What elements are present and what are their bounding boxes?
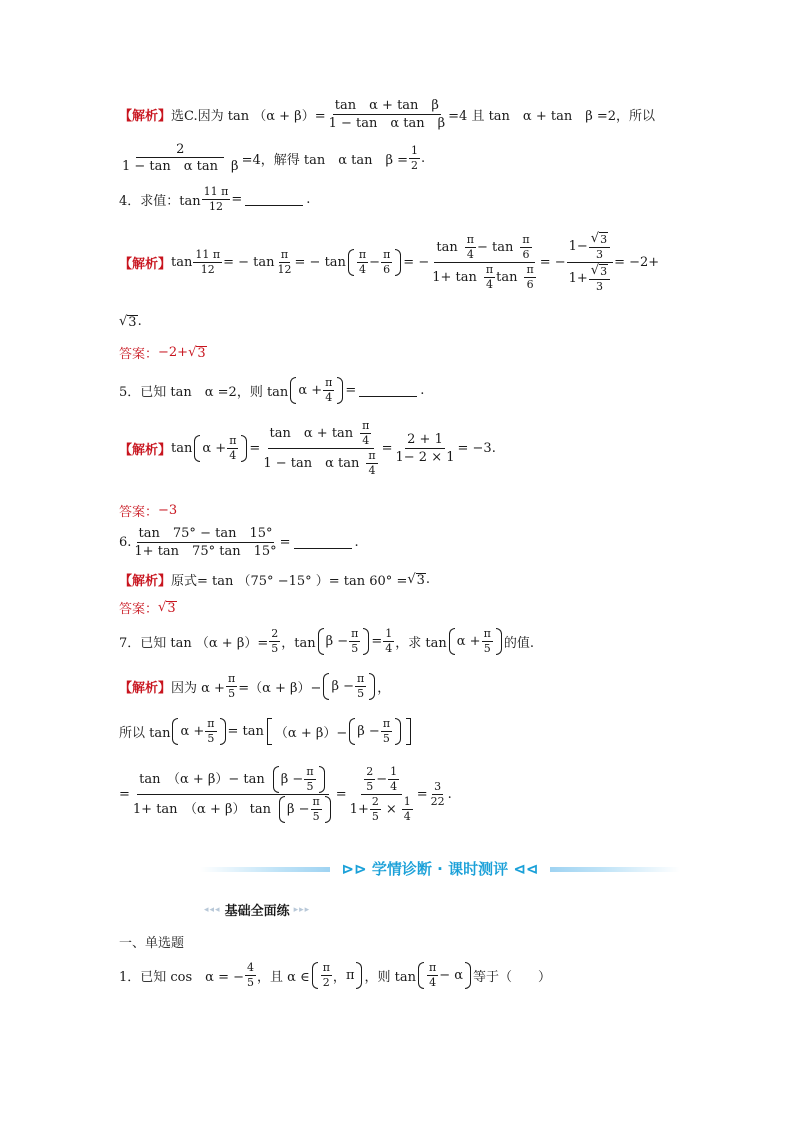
question-1: 1．已知 cos α = − $\frac{4}{5}$ ，且 α ∈ π 2 ， π ，则 tan π 4 − α 等于（ ） <box>119 961 552 989</box>
question-5: 5．已知 tan α =2，则 tan α + $\frac{\pi}{4}$ = . <box>119 376 425 404</box>
double-right-arrow-icon: ⊳⊳ <box>341 860 367 878</box>
banner-title: ⊳⊳ 学情诊断 · 课时测评 ⊲⊲ <box>341 860 539 878</box>
analysis-tag: 【解析】 <box>119 109 172 124</box>
block1-line2: $\frac{2}{\text{1 − tan α tan β}}$ =4，解得 tan α tan β = $\frac{1}{2}$ . <box>122 142 426 174</box>
q5-answer: 答案： −3 <box>119 503 178 520</box>
section-banner <box>200 858 680 880</box>
question-4: 4．求值：tan $\frac{11 \pi}{12}$ = . <box>119 185 311 213</box>
left-dots-icon: ◂◂◂ <box>204 904 221 915</box>
q7-analysis-line3: = tan （α + β）− tan β − $\frac{\pi}{5}$ 1+ tan （α + β） tan β − $\frac{\pi}{5}$ = 2 5 − $\frac{1}{4}$ 1+ $\frac{2}{5}$ × $\frac{1}{4}$ = $\frac{3}{22}$ . <box>119 765 452 823</box>
answer-tag: 答案： <box>119 347 159 362</box>
fraction: $\frac{1}{2}$ <box>411 143 419 172</box>
fraction: $\frac{2}{\text{1 − tan α tan β}}$ <box>122 142 239 174</box>
parentheses: π 4 − $\frac{\pi}{6}$ <box>346 249 403 276</box>
right-dots-icon: ▸▸▸ <box>293 904 311 915</box>
analysis-tag: 【解析】 <box>119 257 172 272</box>
q6-answer: 答案： √ 3 <box>119 599 176 617</box>
q5-analysis: 【解析】 tan α + $\frac{\pi}{4}$ = tan α + tan π 4 1 − tan α tan π 4 = $\frac{2 + 1}{1- 2 \times 1}$ = −3. <box>119 419 496 477</box>
text: 选C.因为 tan （α + β）= <box>171 109 326 124</box>
fraction: $\frac{\text{tan α + tan β}}{\text{1 − tan α tan β}}$ <box>328 98 446 131</box>
q4-analysis-wrap: √ 3 . <box>119 313 142 330</box>
q4-analysis: 【解析】 tan $\frac{11 \pi}{12}$ = − tan $\frac{\pi}{12}$ = − tan π 4 − $\frac{\pi}{6}$ = − tan π 4 − tan π 6 1+ tan π 4 tan π 6 = − 1− √ 3 3 1+ √ 3 3 = −2+ <box>119 231 660 293</box>
analysis-tag: 【解析】 <box>119 443 172 458</box>
fraction: $\frac{11 \pi}{12}$ <box>203 185 229 213</box>
question-6: 6. $\frac{\tan 75^\circ - \tan 15^\circ}{1+ \tan 75^\circ \tan 15^\circ}$ = . <box>119 526 359 559</box>
answer-blank[interactable] <box>294 536 352 549</box>
q7-analysis-line1: 【解析】 因为 α + $\frac{\pi}{5}$ =（α + β）− β − $\frac{\pi}{5}$ ， <box>119 672 391 700</box>
question-7: 7．已知 tan （α + β）= $\frac{2}{5}$ ，tan β − $\frac{\pi}{5}$ = $\frac{1}{4}$ ，求 tan α + $\frac{\pi}{5}$ 的值. <box>119 627 534 655</box>
text: =4，解得 tan α tan β = <box>241 152 409 168</box>
section-title: 一、单选题 <box>119 936 185 951</box>
answer-blank[interactable] <box>359 384 417 397</box>
answer-blank[interactable] <box>245 193 303 206</box>
big-fraction: tan π 4 − tan π 6 1+ tan π 4 tan π 6 <box>432 233 534 291</box>
double-left-arrow-icon: ⊲⊲ <box>513 860 539 878</box>
sqrt-fraction: 1− √ 3 3 1+ √ 3 3 <box>567 232 613 293</box>
subheading: ◂◂◂ 基础全面练 ▸▸▸ <box>204 904 311 919</box>
q6-analysis: 【解析】 原式= tan （75° −15° ）= tan 60° = √ 3 . <box>119 571 431 589</box>
q7-analysis-line2: 所以 tan α + $\frac{\pi}{5}$ = tan （α + β）− β − $\frac{\pi}{5}$ <box>119 718 414 745</box>
block1-line1 <box>119 98 655 131</box>
text: =4 且 tan α + tan β =2，所以 <box>448 109 656 124</box>
q4-answer: 答案： −2+ √ 3 <box>119 344 206 362</box>
